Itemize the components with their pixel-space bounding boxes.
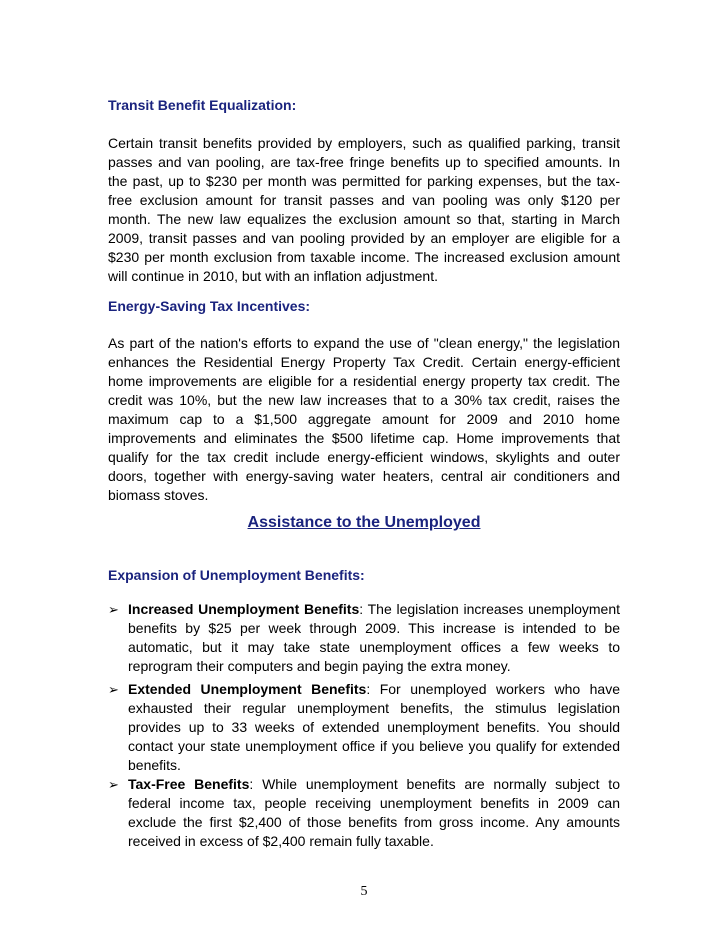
arrow-bullet-icon: ➢ (108, 682, 119, 697)
bullet-text: For unemployed workers who have exhausted their regular unemployment benefits, the stimulus legislation provides up to 33 weeks of extended unemployment benefits. You should contact your state unemployment office if you believe you qualify for extended benefits. (128, 681, 620, 773)
transit-heading: Transit Benefit Equalization: (108, 97, 297, 113)
bullet-separator: : (359, 601, 364, 617)
bullet-text: The legislation increases unemployment benefits by $25 per week through 2009. This increase is intended to be automatic, but it may take state unemployment offices a few weeks to reprogram their computers and begin paying the extra money. (128, 601, 620, 674)
bullet-item (108, 680, 620, 775)
page-number: 5 (360, 884, 368, 899)
transit-paragraph: Certain transit benefits provided by employers, such as qualified parking, transit passes and van pooling, are tax-free fringe benefits up to specified amounts. In the past, up to $230 per month was permitted for parking expenses, but the tax-free exclusion amount for transit passes and van pooling was only $120 per month. The new law equalizes the exclusion amount so that, starting in March 2009, transit passes and van pooling provided by an employer are eligible for a $230 per month exclusion from taxable income. The increased exclusion amount will continue in 2010, but with an inflation adjustment. (108, 135, 620, 284)
bullet-item (108, 600, 620, 676)
bullet-separator: : (249, 776, 254, 792)
bullet-term: Extended Unemployment Benefits (128, 681, 367, 697)
arrow-bullet-icon: ➢ (108, 602, 119, 617)
energy-heading: Energy-Saving Tax Incentives: (108, 298, 311, 314)
section-title: Assistance to the Unemployed (247, 514, 481, 531)
energy-paragraph: As part of the nation's efforts to expand the use of "clean energy," the legislation enhances the Residential Energy Property Tax Credit. Certain energy-efficient home improvements are eligible for a residential energy property tax credit. The credit was 10%, but the new law increases that to a 30% tax credit, raises the maximum cap to a $1,500 aggregate amount for 2009 and 2010 home improvements and eliminates the $500 lifetime cap. Home improvements that qualify for the tax credit include energy-efficient windows, skylights and outer doors, together with energy-saving water heaters, central air conditioners and biomass stoves. (108, 335, 620, 503)
unemployment-heading: Expansion of Unemployment Benefits: (108, 567, 365, 583)
bullet-item (108, 775, 620, 851)
document-page (108, 0, 620, 942)
bullet-separator: : (366, 681, 371, 697)
bullet-term: Tax-Free Benefits (128, 776, 250, 792)
bullet-term: Increased Unemployment Benefits (128, 601, 360, 617)
bullet-text: While unemployment benefits are normally subject to federal income tax, people receiving unemployment benefits in 2009 can exclude the first $2,400 of those benefits from gross income. Any amounts received in excess of $2,400 remain fully taxable. (128, 776, 620, 849)
arrow-bullet-icon: ➢ (108, 777, 119, 792)
